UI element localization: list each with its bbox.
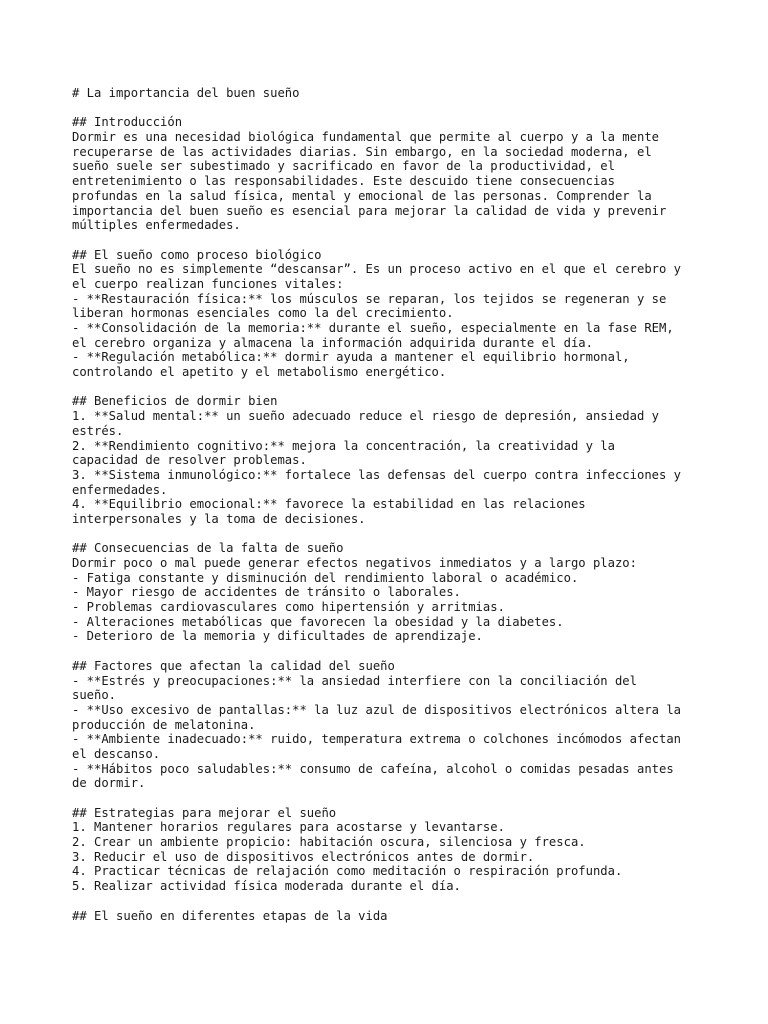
document-line: - **Hábitos poco saludables:** consumo de cafeína, alcohol o comidas pesadas antes (72, 761, 674, 776)
document-line: ## Factores que afectan la calidad del sueño (72, 658, 395, 673)
document-line: múltiples enfermedades. (72, 218, 241, 233)
document-line: 3. Reducir el uso de dispositivos electrónicos antes de dormir. (72, 849, 535, 864)
document-line: 3. **Sistema inmunológico:** fortalece las defensas del cuerpo contra infecciones y (72, 467, 682, 482)
document-line: el cuerpo realizan funciones vitales: (72, 276, 344, 291)
document-line: - **Estrés y preocupaciones:** la ansiedad interfiere con la conciliación del (72, 673, 637, 688)
document-line: ## Introducción (72, 115, 183, 130)
document-line (72, 233, 712, 248)
document-line: 2. Crear un ambiente propicio: habitación oscura, silenciosa y fresca. (72, 835, 586, 850)
document-line: 1. Mantener horarios regulares para acostarse y levantarse. (72, 820, 505, 835)
document-line (72, 791, 712, 806)
document-line: enfermedades. (72, 482, 168, 497)
document-line: - Fatiga constante y disminución del rendimiento laboral o académico. (72, 570, 579, 585)
document-line: controlando el apetito y el metabolismo energético. (72, 365, 447, 380)
document-line: interpersonales y la toma de decisiones. (72, 511, 366, 526)
document-line: capacidad de resolver problemas. (72, 453, 307, 468)
document-line: 4. Practicar técnicas de relajación como meditación o respiración profunda. (72, 864, 623, 879)
document-line: el cerebro organiza y almacena la información adquirida durante el día. (72, 335, 593, 350)
document-line: - **Consolidación de la memoria:** durante el sueño, especialmente en la fase REM, (72, 321, 674, 335)
document-line: estrés. (72, 423, 124, 438)
document-line: ## El sueño en diferentes etapas de la vida (72, 908, 388, 923)
document-line: - Deterioro de la memoria y dificultades de aprendizaje. (72, 629, 483, 644)
document-line: liberan hormonas esenciales como la del crecimiento. (72, 306, 454, 321)
document-line: 2. **Rendimiento cognitivo:** mejora la concentración, la creatividad y la (72, 438, 615, 453)
document-line: - **Restauración física:** los músculos se reparan, los tejidos se regeneran y se (72, 291, 667, 306)
document-line: producción de melatonina. (72, 717, 256, 732)
document-line: ## Beneficios de dormir bien (72, 394, 278, 409)
document-line: - **Regulación metabólica:** dormir ayuda a mantener el equilibrio hormonal, (72, 350, 630, 365)
document-line: - **Uso excesivo de pantallas:** la luz azul de dispositivos electrónicos altera la (72, 702, 682, 717)
document-line: 1. **Salud mental:** un sueño adecuado reduce el riesgo de depresión, ansiedad y (72, 409, 659, 424)
document-line: el descanso. (72, 746, 161, 761)
document-line: importancia del buen sueño es esencial para mejorar la calidad de vida y prevenir (72, 203, 667, 218)
document-line: Dormir es una necesidad biológica fundamental que permite al cuerpo y a la mente (72, 130, 659, 145)
document-line (72, 894, 712, 909)
document-line (72, 380, 712, 395)
document-line: profundas en la salud física, mental y emocional de las personas. Comprender la (72, 188, 652, 203)
document-line: - Alteraciones metabólicas que favorecen la obesidad y la diabetes. (72, 614, 564, 629)
document-line: Dormir poco o mal puede generar efectos negativos inmediatos y a largo plazo: (72, 556, 637, 570)
document-line: sueño. (72, 688, 117, 703)
document-line: sueño suele ser subestimado y sacrificado en favor de la productividad, el (72, 159, 615, 174)
document-line: ## Estrategias para mejorar el sueño (72, 805, 337, 820)
document-line (72, 644, 712, 659)
document-line (72, 101, 712, 116)
document-line: 5. Realizar actividad física moderada durante el día. (72, 879, 461, 894)
document-page (72, 86, 712, 923)
document-line: ## El sueño como proceso biológico (72, 247, 322, 262)
document-line: entretenimiento o las responsabilidades. Este descuido tiene consecuencias (72, 174, 615, 189)
document-line: - **Ambiente inadecuado:** ruido, temperatura extrema o colchones incómodos afectan (72, 732, 682, 747)
document-line: # La importancia del buen sueño (72, 86, 300, 100)
document-line: - Problemas cardiovasculares como hipertensión y arritmias. (72, 600, 505, 615)
document-line: - Mayor riesgo de accidentes de tránsito o laborales. (72, 585, 461, 600)
document-line: de dormir. (72, 776, 146, 791)
document-line: 4. **Equilibrio emocional:** favorece la estabilidad en las relaciones (72, 497, 586, 512)
document-line: ## Consecuencias de la falta de sueño (72, 541, 344, 556)
document-line: recuperarse de las actividades diarias. Sin embargo, en la sociedad moderna, el (72, 144, 652, 159)
document-line (72, 527, 712, 542)
document-line: El sueño no es simplemente “descansar”. Es un proceso activo en el que el cerebro y (72, 262, 682, 277)
